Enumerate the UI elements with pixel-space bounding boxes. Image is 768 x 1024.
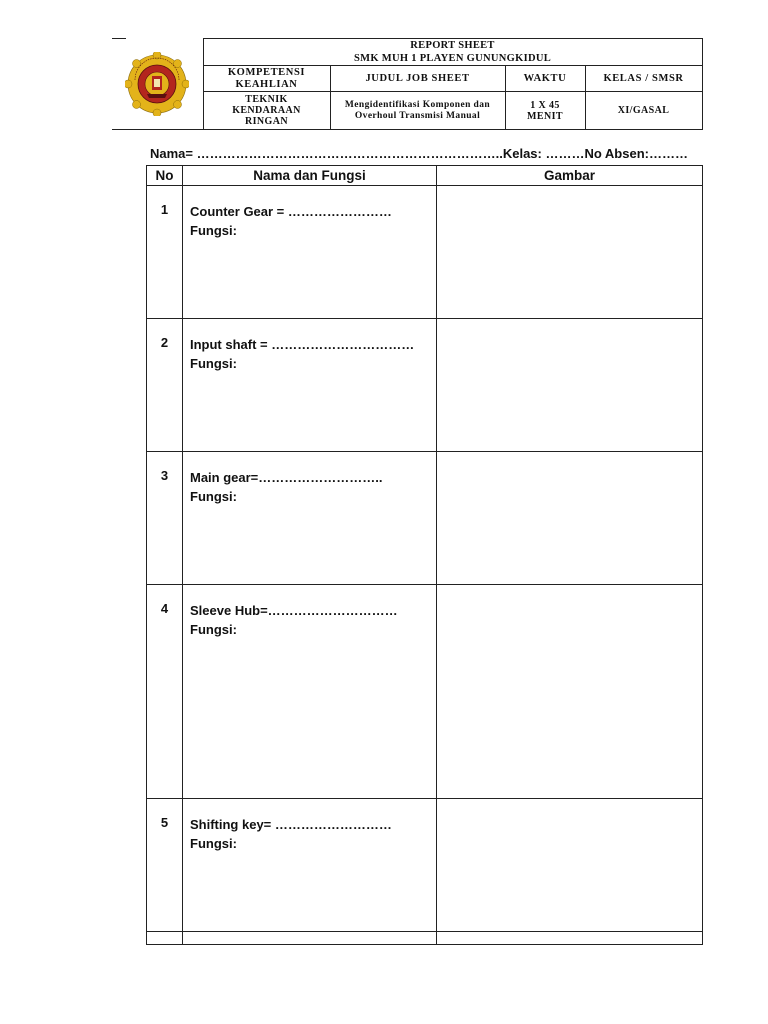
kelas-value: XI/GASAL bbox=[585, 92, 702, 130]
component-name: Sleeve Hub=………………………… bbox=[190, 603, 398, 618]
header-no: No bbox=[147, 166, 183, 186]
gambar-cell[interactable] bbox=[437, 452, 703, 585]
empty-cell bbox=[183, 932, 437, 945]
component-name: Input shaft = …………………………… bbox=[190, 337, 415, 352]
judul-label: JUDUL JOB SHEET bbox=[330, 66, 505, 92]
table-empty-row bbox=[147, 932, 703, 945]
judul-value: Mengidentifikasi Komponen dan Overhoul Transmisi Manual bbox=[330, 92, 505, 130]
gambar-cell[interactable] bbox=[437, 799, 703, 932]
table-header-row bbox=[147, 166, 703, 186]
kompetensi-value: TEKNIK KENDARAAN RINGAN bbox=[203, 92, 330, 130]
row-number: 2 bbox=[147, 319, 183, 452]
row-number: 5 bbox=[147, 799, 183, 932]
kompetensi-label: KOMPETENSI KEAHLIAN bbox=[203, 66, 330, 92]
header-gambar: Gambar bbox=[437, 166, 703, 186]
table-row bbox=[147, 319, 703, 452]
component-name: Shifting key= ……………………… bbox=[190, 817, 392, 832]
logo-cell bbox=[112, 39, 203, 130]
table-row bbox=[147, 585, 703, 799]
header-table bbox=[112, 38, 703, 130]
waktu-label: WAKTU bbox=[505, 66, 585, 92]
row-name-cell[interactable] bbox=[183, 799, 437, 932]
row-name-cell[interactable] bbox=[183, 319, 437, 452]
table-row bbox=[147, 799, 703, 932]
empty-cell bbox=[437, 932, 703, 945]
row-name-cell[interactable] bbox=[183, 585, 437, 799]
table-row bbox=[147, 452, 703, 585]
component-name: Counter Gear = …………………… bbox=[190, 204, 392, 219]
student-info-line[interactable]: Nama= ……………………………………………………………..Kelas: ………No Absen:……… bbox=[150, 146, 688, 161]
gambar-cell[interactable] bbox=[437, 585, 703, 799]
table-row bbox=[147, 186, 703, 319]
row-name-cell[interactable] bbox=[183, 186, 437, 319]
header-nama-fungsi: Nama dan Fungsi bbox=[183, 166, 437, 186]
row-number: 3 bbox=[147, 452, 183, 585]
component-table bbox=[146, 165, 703, 945]
fungsi-label: Fungsi: bbox=[190, 836, 237, 851]
waktu-value: 1 X 45 MENIT bbox=[505, 92, 585, 130]
row-number: 4 bbox=[147, 585, 183, 799]
row-number: 1 bbox=[147, 186, 183, 319]
report-title: REPORT SHEET bbox=[410, 40, 495, 51]
kelas-label: KELAS / SMSR bbox=[585, 66, 702, 92]
gambar-cell[interactable] bbox=[437, 319, 703, 452]
school-emblem-icon bbox=[125, 52, 189, 116]
fungsi-label: Fungsi: bbox=[190, 356, 237, 371]
gambar-cell[interactable] bbox=[437, 186, 703, 319]
fungsi-label: Fungsi: bbox=[190, 489, 237, 504]
fungsi-label: Fungsi: bbox=[190, 223, 237, 238]
empty-cell bbox=[147, 932, 183, 945]
school-name: SMK MUH 1 PLAYEN GUNUNGKIDUL bbox=[354, 53, 552, 64]
component-name: Main gear=……………………….. bbox=[190, 470, 383, 485]
row-name-cell[interactable] bbox=[183, 452, 437, 585]
header-title-cell bbox=[203, 39, 702, 66]
fungsi-label: Fungsi: bbox=[190, 622, 237, 637]
